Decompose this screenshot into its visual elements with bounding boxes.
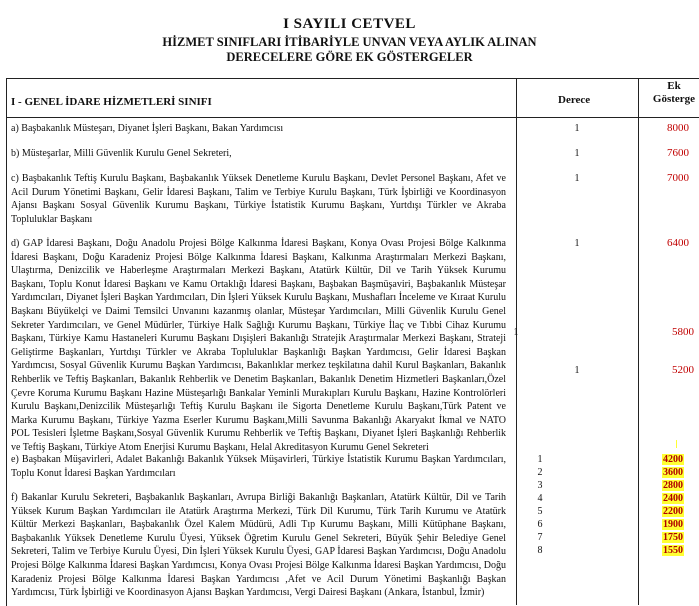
row-d-derece-3: 1 — [574, 365, 580, 376]
row-d-derece-2: 1 — [513, 327, 519, 338]
derece-column-header: Derece — [558, 94, 591, 106]
row-b-ek: 7600 — [667, 147, 689, 159]
column-divider-ek — [638, 78, 639, 605]
row-d-text: d) GAP İdaresi Başkanı, Doğu Anadolu Projesi Bölge Kalkınma İdaresi Başkanı, Konya Ovası Projesi Bölge Kalkınma İdaresi Başkanı, Doğu Karadeniz Projesi Bölge Kalkınma İdaresi Başkanı, Kalkınma Araştırmaları Merkezi Başkanı, Ulaştırma, Denizcilik ve Haberleşme Araştırmaları Merkezi Başkanı, Atatürk Kültür, Dil ve Tarih Yüksek Kurumu Başkanı, Toplu Konut İdaresi Başkanı ve Kamu Ortaklığı İdaresi Başkanı, Başbakan Başmüşaviri, Başbakanlık Müsteşar Yardımcıları, Diyanet İşleri Başkan Yardımcıları, Din İşleri Yüksek Kurulu Başkanı, Mushafları İnceleme ve Kıraat Kurulu Başkanı Büyükelçi ve Daimi Temsilci Unvanını kazanmış olanlar, Müsteşar Yardımcıları, Milli Güvenlik Kurulu Genel Sekreter Yardımcıları, ve Genel Müdürler, Türkiye Halk Sağlığı Kurumu Başkanı, Türkiye İlaç ve Tıbbi Cihaz Kurumu Başkanı, Türkiye Kamu Hastaneleri Kurumu Başkanı Dışişleri Bakanlığı Stratejik Araştırmalar Merkezi Başkanı, Strateji Geliştirme Başkanları, Yurtdışı Türkler ve Akraba Topluluklar Başkanlığı Başkan Yardımcısı, Gelir İdaresi Başkan Yardımcısı, Sosyal Güvenlik Kurumu Başkan Yardımcısı, Bakanlıklar merkez teşkilatına dahil Kurul Başkanları, Bakanlık Rehberlik ve Teftiş Başkanları, Bakanlık Rehberlik ve Denetim Başkanları, Bakanlık Denetim Hizmetleri Başkanları,Özel Çevre Koruma Kurumu Başkanı Hazine Müsteşarlığı Bankalar Yeminli Murakıpları Kurulu Başkanı, Hazine Kontrolörleri Kurulu Başkanı,Denizcilik Müsteşarlığı Teftiş Kurulu Başkanı ile Sigorta Denetleme Kurulu Başkanı,Türk Patent ve Marka Kurumu Başkanı, Türkiye Yazma Eserler Kurumu Başkanı,Milli Savunma Bakanlığı Akaryakıt İkmal ve NATO POL Tesisleri İşletme Başkanı,Sosyal Güvenlik Kurumu Rehberlik ve Teftiş Başkanı, Diyanet İşleri Başkanlığı Rehberlik ve Teftiş Başkanı, Türkiye Atom Enerjisi Kurumu Başkanı, Helal Akreditasyon Kurumu Genel Sekreteri — [11, 238, 506, 453]
document-title: I SAYILI CETVEL — [283, 16, 416, 32]
row-d-derece-1: 1 — [574, 238, 580, 249]
row-c-ek: 7000 — [667, 172, 689, 184]
row-e-text: e) Başbakan Müşavirleri, Adalet Bakanlığı Bakanlık Yüksek Müşavirleri, Türkiye İstatistik Kurumu Başkan Yardımcıları, Toplu Konut İdaresi Başkan Yardımcıları — [11, 454, 506, 479]
grade-ek-8: 1550 — [663, 545, 683, 556]
section-heading: I - GENEL İDARE HİZMETLERİ SINIFI — [11, 96, 212, 108]
row-a-derece: 1 — [574, 123, 580, 134]
row-d-ek-1: 6400 — [667, 237, 689, 249]
grade-derece-4: 4 — [537, 493, 543, 504]
row-f-text: f) Bakanlar Kurulu Sekreteri, Başbakanlık Başkanları, Avrupa Birliği Bakanlığı Başkanları, Atatürk Kültür, Dil ve Tarih Yüksek Kurum Başkan Yardımcıları ile Atatürk Araştırma Merkezi, Türk Dil Kurumu, Türk Tarih Kurumu ve Atatürk Kültür Merkezi Başkanları, Başbakanlık Özel Kalem Müdürü, Adli Tıp Kurumu Başkanı, Milli Kütüphane Başkanı, Başbakanlık Yüksek Denetleme Kurulu Üyesi, Yüksek Öğretim Kurulu Genel Sekreteri, Büyük Şehir Belediye Genel Sekreteri, Talim ve Terbiye Kurulu Üyesi, Din İşleri Yüksek Kurulu Üyesi, GAP İdaresi Başkan Yardımcısı, Doğu Anadolu Projesi Bölge Kalkınma İdaresi Başkan Yardımcısı, Konya Ovası Projesi Bölge Kalkınma İdaresi Başkan Yardımcısı, Doğu Karadeniz Projesi Bölge Kalkınma İdaresi Başkan Yardımcısı ,Afet ve Acil Durum Yönetimi Başkanlığı Başkan Yardımcısı, Türk İşbirliği ve Koordinasyon Ajansı Başkan Yardımcısı, Vergi Dairesi Başkanı (Ankara, İstanbul, İzmir) — [11, 492, 506, 599]
header-divider — [6, 117, 699, 118]
grade-ek-2: 3600 — [663, 467, 683, 478]
grade-ek-4: 2400 — [663, 493, 683, 504]
ek-column-header-line2: Gösterge — [652, 93, 696, 105]
grade-derece-6: 6 — [537, 519, 543, 530]
ek-column-header-line1: Ek — [667, 80, 681, 92]
grade-ek-3: 2800 — [663, 480, 683, 491]
grade-ek-1: 4200 — [663, 454, 683, 465]
grade-ek-5: 2200 — [663, 506, 683, 517]
row-c-text: c) Başbakanlık Teftiş Kurulu Başkanı, Başbakanlık Yüksek Denetleme Kurulu Başkanı, Devlet Personel Başkanı, Afet ve Acil Durum Yönetimi Başkanı, Gelir İdaresi Başkanı, Talim ve Terbiye Kurulu Başkanı, Türk İşbirliği ve Koordinasyon Ajansı Başkanı Sosyal Güvenlik Kurumu Başkanı, Türkiye İstatistik Kurumu Başkanı, Yurtdışı Türkler ve Akraba Topluluklar Başkanı — [11, 173, 506, 225]
column-divider-derece — [516, 78, 517, 605]
document-subtitle-1: HİZMET SINIFLARI İTİBARİYLE UNVAN VEYA AYLIK ALINAN — [162, 35, 537, 49]
row-b-text: b) Müsteşarlar, Milli Güvenlik Kurulu Genel Sekreteri, — [11, 148, 232, 159]
grade-derece-1: 1 — [537, 454, 543, 465]
grade-derece-7: 7 — [537, 532, 543, 543]
grade-ek-7: 1750 — [663, 532, 683, 543]
row-d-ek-2: 5800 — [672, 326, 694, 338]
row-a-text: a) Başbakanlık Müsteşarı, Diyanet İşleri Başkanı, Bakan Yardımcısı — [11, 123, 284, 134]
grade-derece-2: 2 — [537, 467, 543, 478]
grade-derece-3: 3 — [537, 480, 543, 491]
row-c-derece: 1 — [574, 173, 580, 184]
highlight-mark — [676, 440, 677, 448]
grade-ek-6: 1900 — [663, 519, 683, 530]
row-d-ek-3: 5200 — [672, 364, 694, 376]
row-b-derece: 1 — [574, 148, 580, 159]
grade-derece-5: 5 — [537, 506, 543, 517]
document-subtitle-2: DERECELERE GÖRE EK GÖSTERGELER — [226, 50, 473, 64]
row-a-ek: 8000 — [667, 122, 689, 134]
grade-derece-8: 8 — [537, 545, 543, 556]
